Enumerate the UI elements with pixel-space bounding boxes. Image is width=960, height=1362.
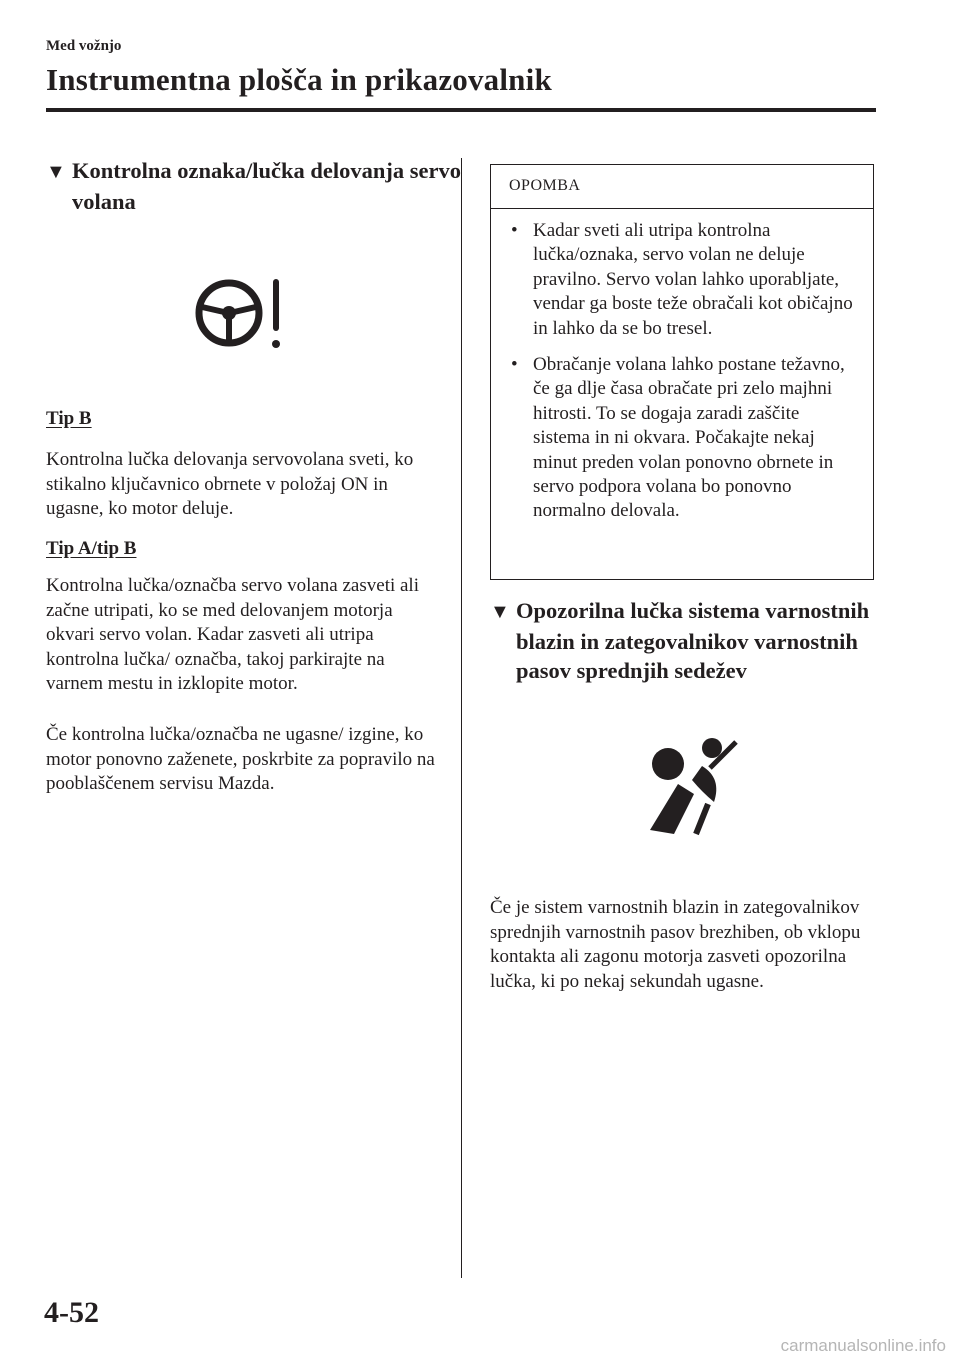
tip-ab-label: Tip A/tip B bbox=[46, 538, 137, 559]
triangle-down-icon: ▼ bbox=[490, 601, 510, 623]
airbag-text: Če je sistem varnostnih blazin in zategovalnikov sprednjih varnostnih pasov brezhiben, ob vklopu kontakta ali zagonu motorja zasveti opozorilna lučka, ki po nekaj sekundah ugasne. bbox=[490, 897, 861, 992]
triangle-down-icon: ▼ bbox=[46, 161, 66, 183]
header-divider bbox=[46, 108, 876, 112]
tip-ab-text-2: Če kontrolna lučka/označba ne ugasne/ izgine, ko motor ponovno zaženete, poskrbite za popravilo na pooblaščenem servisu Mazda. bbox=[46, 724, 435, 794]
note-box bbox=[490, 164, 874, 580]
tip-b-text: Kontrolna lučka delovanja servovolana sveti, ko stikalno ključavnico obrnete v položaj ON in ugasne, ko motor deluje. bbox=[46, 449, 414, 519]
power-steering-heading-text: Kontrolna oznaka/lučka delovanja servo volana bbox=[72, 158, 461, 214]
bullet-icon: • bbox=[511, 354, 518, 376]
page-title: Instrumentna plošča in prikazovalnik bbox=[46, 62, 552, 97]
section-label: Med vožnjo bbox=[46, 38, 122, 54]
power-steering-heading bbox=[46, 156, 472, 216]
note-title: OPOMBA bbox=[491, 165, 873, 209]
note-item-text: Obračanje volana lahko postane težavno, če ga dlje časa obračate pri zelo majhni hitrosti. To se dogaja zaradi zaščite sistema in ni okvara. Počakajte nekaj minut preden volan ponovno obrnete in servo podpora volana bo ponovno normalno delovala. bbox=[533, 354, 845, 522]
note-list bbox=[491, 209, 873, 524]
tip-b-label: Tip B bbox=[46, 408, 92, 429]
airbag-heading bbox=[490, 596, 916, 685]
note-item bbox=[511, 353, 859, 524]
bullet-icon: • bbox=[511, 220, 518, 241]
airbag-warning-icon bbox=[644, 730, 740, 838]
page-number: 4-52 bbox=[44, 1296, 99, 1329]
watermark: carmanualsonline.info bbox=[780, 1336, 946, 1355]
column-divider bbox=[461, 158, 462, 1278]
steering-wheel-warning-icon bbox=[192, 276, 304, 352]
note-item-text: Kadar sveti ali utripa kontrolna lučka/oznaka, servo volan ne deluje pravilno. Servo volan lahko uporabljate, vendar ga boste teže obračali kot običajno in lahko da se bo tresel. bbox=[533, 220, 853, 339]
airbag-heading-text: Opozorilna lučka sistema varnostnih blazin in zategovalnikov varnostnih pasov sprednjih sedežev bbox=[516, 598, 870, 683]
note-item bbox=[511, 219, 859, 341]
tip-ab-text: Kontrolna lučka/označba servo volana zasveti ali začne utripati, ko se med delovanjem motorja okvari servo volan. Kadar zasveti ali utripa kontrolna lučka/ označba, takoj parkirajte na varnem mestu in izklopite motor. bbox=[46, 575, 419, 694]
